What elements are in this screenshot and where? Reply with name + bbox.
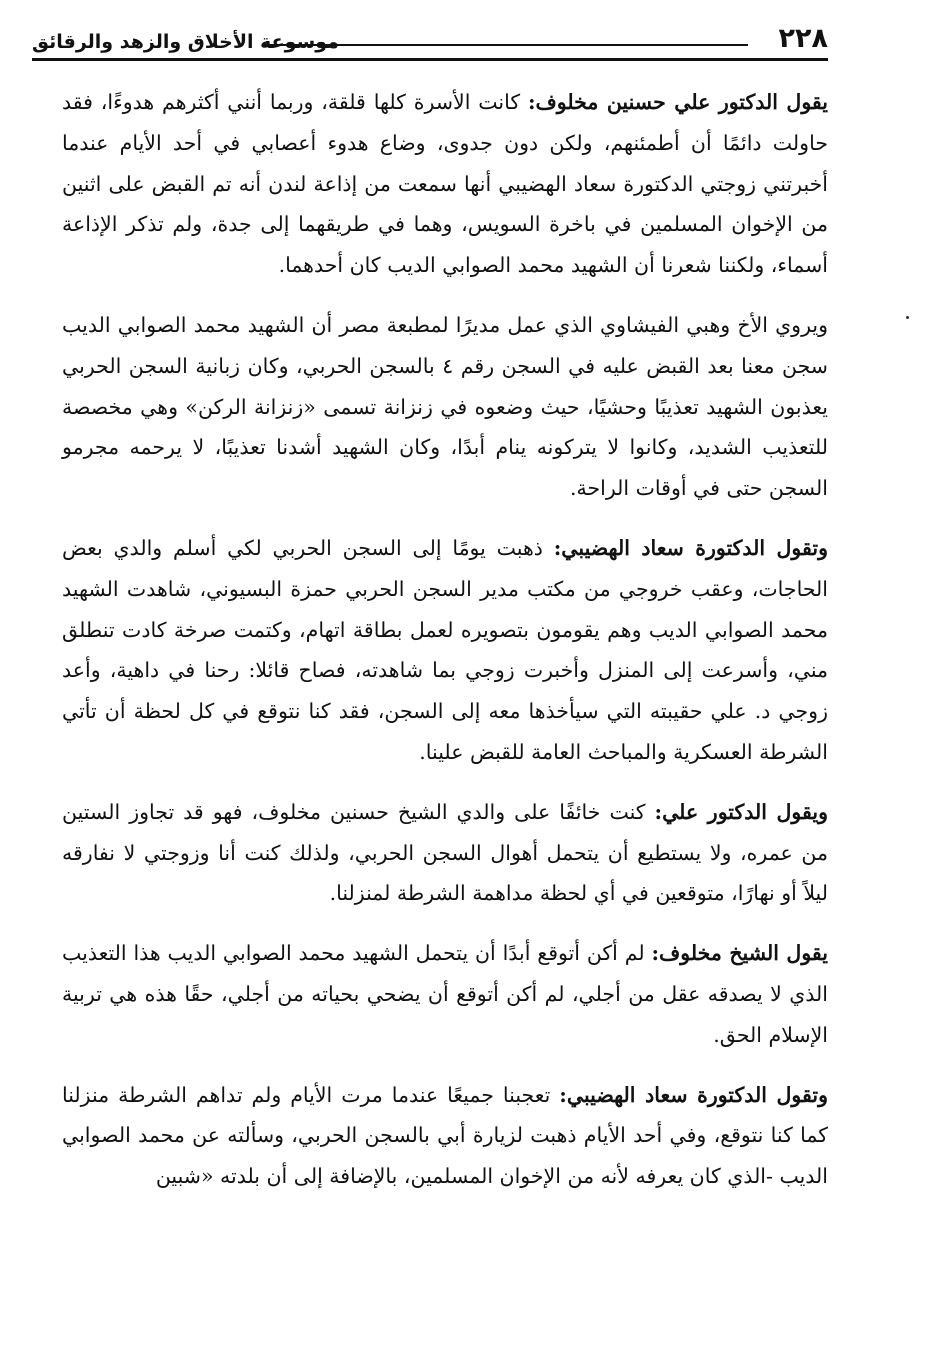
paragraph-text: لم أكن أتوقع أبدًا أن يتحمل الشهيد محمد الصوابي الديب هذا التعذيب الذي لا يصدقه عقل من أجلي، لم أكن أتوقع أن يضحي بحياته من أجلي، حقًا هذه هي تربية الإسلام الحق. bbox=[62, 941, 828, 1047]
speaker-intro: ويقول الدكتور علي: bbox=[654, 799, 828, 824]
running-title: موسوعة الأخلاق والزهد والرقائق bbox=[32, 31, 339, 53]
speaker-intro: يقول الشيخ مخلوف: bbox=[651, 941, 828, 966]
paragraph-text: ويروي الأخ وهبي الفيشاوي الذي عمل مديرًا لمطبعة مصر أن الشهيد محمد الصوابي الديب سجن معنا بعد القبض عليه في السجن رقم ٤ بالسجن الحربي، وكان زبانية السجن الحربي يعذبون الشهيد تعذيبًا وحشيًا، حيث وضعوه في زنزانة تسمى «زنزانة الركن» وهي مخصصة للتعذيب الشديد، وكانوا لا يتركونه ينام أبدًا، وكان الشهيد أشدنا تعذيبًا، لا يرحمه مجرمو السجن حتى في أوقات الراحة. bbox=[62, 312, 828, 501]
paragraph-2 bbox=[62, 305, 828, 509]
speaker-intro: وتقول الدكتورة سعاد الهضيبي: bbox=[553, 535, 828, 560]
paragraph-text: تعجبنا جميعًا عندما مرت الأيام ولم تداهم الشرطة منزلنا كما كنا نتوقع، وفي أحد الأيام ذهبت لزيارة أبي بالسجن الحربي، وسألته عن محمد الصوابي الديب -الذي كان يعرفه لأنه من الإخوان المسلمين، بالإضافة إلى أن بلدته «شبين bbox=[62, 1082, 828, 1189]
paragraph-6 bbox=[62, 1075, 828, 1197]
paragraph-5 bbox=[62, 933, 828, 1055]
page-number: ٢٢٨ bbox=[778, 23, 828, 54]
scan-speck bbox=[906, 316, 909, 319]
page-header bbox=[32, 22, 828, 62]
page-body bbox=[62, 82, 828, 1216]
paragraph-text: كنت خائفًا على والدي الشيخ حسنين مخلوف، فهو قد تجاوز الستين من عمره، ولا يستطيع أن يتحمل أهوال السجن الحربي، ولذلك كنت أنا وزوجتي لا نفارقه ليلاً أو نهارًا، متوقعين في أي لحظة مداهمة الشرطة لمنزلنا. bbox=[62, 799, 828, 906]
paragraph-text: ذهبت يومًا إلى السجن الحربي لكي أسلم والدي بعض الحاجات، وعقب خروجي من مكتب مدير السجن الحربي حمزة البسيوني، شاهدت الشهيد محمد الصوابي الديب وهم يقومون بتصويره لعمل بطاقة اتهام، وكتمت صرخة كادت تنطلق مني، وأسرعت إلى المنزل وأخبرت زوجي بما شاهدته، فصاح قائلا: رحنا في داهية، وأعد زوجي د. علي حقيبته التي سيأخذها معه إلى السجن، فقد كنا نتوقع في كل لحظة أن تأتي الشرطة العسكرية والمباحث العامة للقبض علينا. bbox=[62, 535, 828, 764]
paragraph-4 bbox=[62, 792, 828, 914]
speaker-intro: يقول الدكتور علي حسنين مخلوف: bbox=[527, 90, 828, 114]
speaker-intro: وتقول الدكتورة سعاد الهضيبي: bbox=[559, 1082, 828, 1107]
paragraph-text: كانت الأسرة كلها قلقة، وربما أنني أكثرهم هدوءًا، فقد حاولت دائمًا أن أطمئنهم، ولكن دون جدوى، وضاع هدوء أعصابي في أحد الأيام عندما أخبرتني زوجتي الدكتورة سعاد الهضيبي أنها سمعت من إذاعة لندن أنه تم القبض على اثنين من الإخوان المسلمين في باخرة السويس، وهما في طريقهما إلى جدة، ولم تذكر الإذاعة أسماء، ولكننا شعرنا أن الشهيد محمد الصوابي الديب كان أحدهما. bbox=[62, 90, 828, 278]
paragraph-3 bbox=[62, 528, 828, 773]
header-rule bbox=[32, 58, 828, 61]
paragraph-1 bbox=[62, 82, 828, 286]
